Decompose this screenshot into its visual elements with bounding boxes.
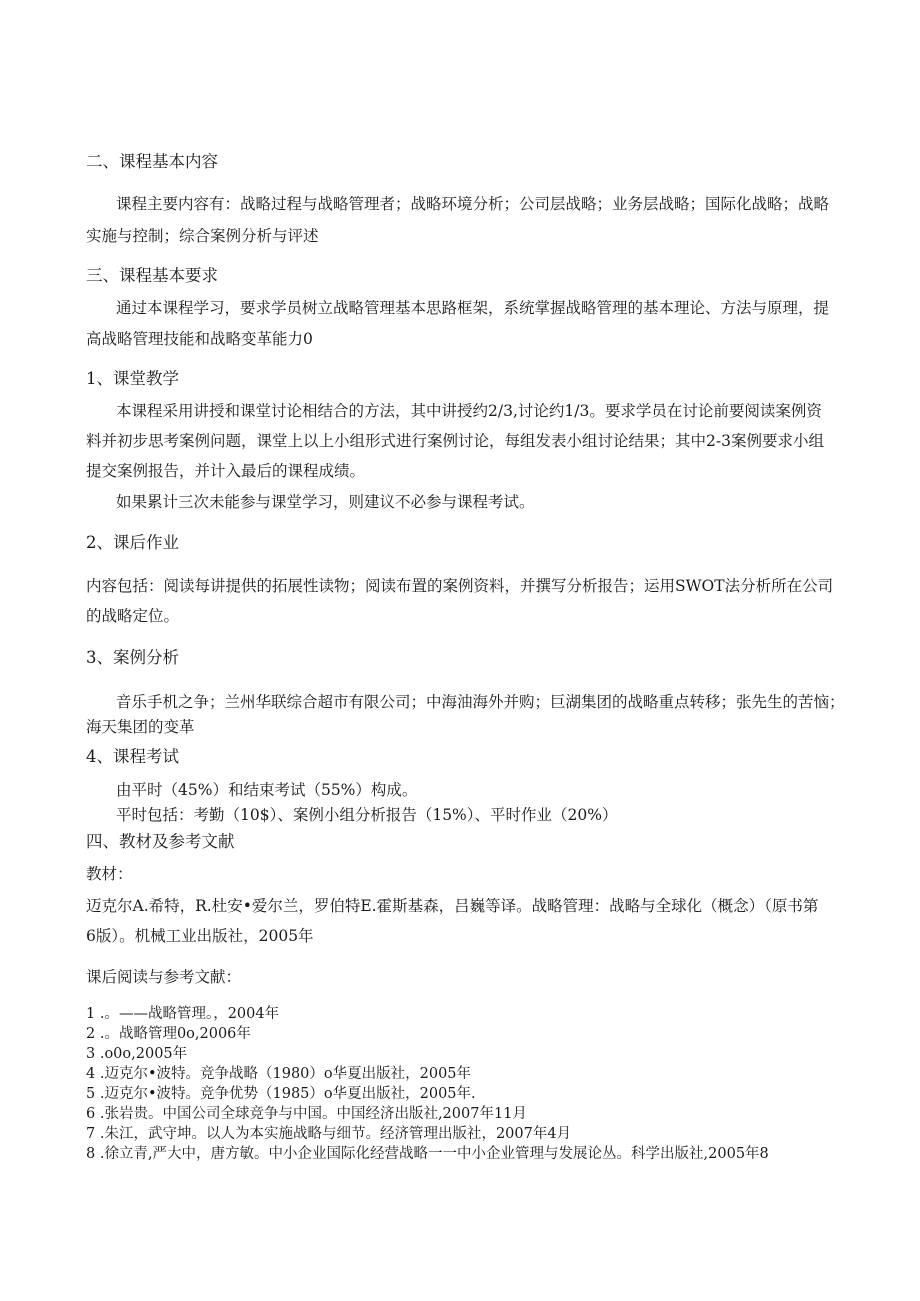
reference-item-4: 4 .迈克尔•波特。竞争战略（1980）o华夏出版社，2005年 xyxy=(86,1066,472,1082)
subheading-classroom-teaching: 1、课堂教学 xyxy=(86,369,179,388)
textbook-line-1: 迈克尔A.希特，R.杜安•爱尔兰，罗伯特E.霍斯基森，吕巍等译。战略管理：战略与全球化（概念）（原书第 xyxy=(86,897,819,915)
exam-line-1: 由平时（45%）和结束考试（55%）构成。 xyxy=(116,781,418,799)
course-requirements-line-2: 高战略管理技能和战略变革能力0 xyxy=(86,330,313,348)
case-analysis-line-2: 海天集团的变革 xyxy=(86,718,195,736)
textbook-line-2: 6版）。机械工业出版社，2005年 xyxy=(86,927,314,945)
case-analysis-line-1: 音乐手机之争；兰州华联综合超市有限公司；中海油海外并购；巨湖集团的战略重点转移；张先生的苦恼； xyxy=(116,693,845,711)
reference-item-2: 2 .。战略管理0o,2006年 xyxy=(86,1026,251,1042)
exam-line-2: 平时包括：考勤（10$）、案例小组分析报告（15%）、平时作业（20%） xyxy=(116,806,618,824)
subheading-case-analysis: 3、案例分析 xyxy=(86,648,179,667)
reference-item-5: 5 .迈克尔•波特。竞争优势（1985）o华夏出版社，2005年. xyxy=(86,1086,476,1102)
textbook-label: 教材： xyxy=(86,865,133,883)
reference-item-6: 6 .张岩贵。中国公司全球竞争与中国。中国经济出版社,2007年11月 xyxy=(86,1106,527,1122)
course-requirements-line-1: 通过本课程学习，要求学员树立战略管理基本思路框架，系统掌握战略管理的基本理论、方法与原理，提 xyxy=(116,299,830,317)
subheading-course-exam: 4、课程考试 xyxy=(86,747,179,766)
section-heading-course-requirements: 三、课程基本要求 xyxy=(86,266,218,285)
classroom-line-2: 料并初步思考案例问题，课堂上以上小组形式进行案例讨论，每组发表小组讨论结果；其中2-3案例要求小组 xyxy=(86,432,824,450)
references-label: 课后阅读与参考文献： xyxy=(86,968,242,986)
reference-item-8: 8 .徐立青,严大中，唐方敏。中小企业国际化经营战略一一中小企业管理与发展论丛。科学出版社,2005年8 xyxy=(86,1146,769,1162)
classroom-line-3: 提交案例报告，并计入最后的课程成绩。 xyxy=(86,462,366,480)
course-content-line-2: 实施与控制；综合案例分析与评述 xyxy=(86,227,319,245)
homework-line-2: 的战略定位。 xyxy=(86,607,180,625)
reference-item-1: 1 .。——战略管理。，2004年 xyxy=(86,1006,280,1022)
reference-item-3: 3 .o0o,2005年 xyxy=(86,1046,188,1062)
reference-item-7: 7 .朱江，武守坤。以人为本实施战略与细节。经济管理出版社，2007年4月 xyxy=(86,1126,572,1142)
classroom-line-1: 本课程采用讲授和课堂讨论相结合的方法，其中讲授约2/3,讨论约1/3。要求学员在讨论前要阅读案例资 xyxy=(116,402,822,420)
section-heading-textbooks-references: 四、教材及参考文献 xyxy=(86,832,235,851)
subheading-homework: 2、课后作业 xyxy=(86,533,179,552)
section-heading-course-content: 二、课程基本内容 xyxy=(86,152,218,171)
homework-line-1: 内容包括：阅读每讲提供的拓展性读物；阅读布置的案例资料，并撰写分析报告；运用SWOT法分析所在公司 xyxy=(86,577,834,595)
classroom-line-4: 如果累计三次未能参与课堂学习，则建议不必参与课程考试。 xyxy=(116,493,535,511)
course-content-line-1: 课程主要内容有：战略过程与战略管理者；战略环境分析；公司层战略；业务层战略；国际化战略；战略 xyxy=(116,195,830,213)
